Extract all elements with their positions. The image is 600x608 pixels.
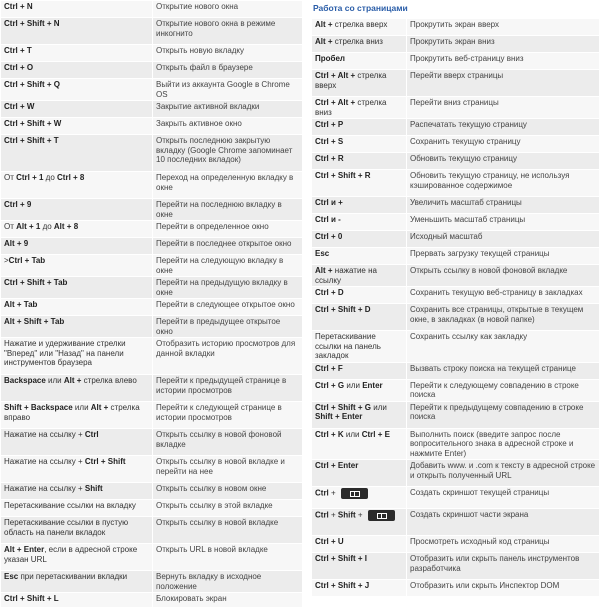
key-text: Перетаскивание ссылки в пустую область на панели вкладок <box>4 518 129 537</box>
shortcut-description: Прервать загрузку текущей страницы <box>407 248 600 265</box>
shortcut-row <box>1 402 303 429</box>
shortcut-description: Перейти на предыдущую вкладку в окне <box>153 277 303 299</box>
key-combo: Esc <box>315 249 330 258</box>
shortcut-description: Открыть URL в новой вкладке <box>153 544 303 571</box>
key-combo: Ctrl + Shift + L <box>4 594 59 603</box>
shortcut-description: Исходный масштаб <box>407 231 600 248</box>
key-text: Нажатие на ссылку + <box>4 484 85 493</box>
key-combo: Shift <box>337 510 356 520</box>
shortcut-keys <box>1 118 153 135</box>
key-text: > <box>4 256 9 265</box>
key-combo: Ctrl + Shift + N <box>4 19 60 28</box>
right-shortcuts-panel <box>311 0 600 597</box>
shortcut-keys <box>1 277 153 299</box>
key-text: + <box>328 510 338 520</box>
shortcut-keys <box>1 172 153 199</box>
shortcut-keys <box>312 119 407 136</box>
shortcut-keys <box>312 487 407 509</box>
shortcut-description: Переход на определенную вкладку в окне <box>153 172 303 199</box>
shortcut-description: Обновить текущую страницу, не используя кэшированное содержимое <box>407 170 600 197</box>
key-text: + <box>328 488 338 498</box>
key-combo: Ctrl + O <box>4 63 34 72</box>
shortcut-row <box>312 97 600 119</box>
shortcut-row <box>312 362 600 379</box>
shortcut-keys <box>1 62 153 79</box>
right-shortcuts-table <box>311 18 600 597</box>
key-combo: Ctrl + Alt + <box>315 71 356 80</box>
shortcut-keys <box>1 375 153 402</box>
shortcut-description: Добавить www. и .com к тексту в адресной строке и открыть полученный URL <box>407 460 600 487</box>
key-combo: Alt + Tab <box>4 300 38 309</box>
key-combo: Alt + Shift + Tab <box>4 317 65 326</box>
shortcut-keys <box>312 19 407 36</box>
shortcut-keys <box>312 214 407 231</box>
shortcut-description: Закрытие активной вкладки <box>153 101 303 118</box>
shortcut-row <box>1 483 303 500</box>
key-text: или <box>72 403 91 412</box>
key-combo: Ctrl <box>84 430 99 439</box>
key-text: Нажатие и удерживание стрелки "Вперед" или "Назад" на панели инструментов браузера <box>4 339 126 367</box>
shortcut-row <box>1 544 303 571</box>
shortcut-description: Выйти из аккаунта Google в Chrome OS <box>153 79 303 101</box>
key-text: Нажатие на ссылку + <box>4 430 85 439</box>
shortcut-row <box>1 429 303 456</box>
shortcut-row <box>312 136 600 153</box>
shortcut-description: Открыть последнюю закрытую вкладку (Google Chrome запоминает 10 последних вкладок) <box>153 135 303 172</box>
shortcut-keys <box>1 45 153 62</box>
shortcut-row <box>1 238 303 255</box>
shortcut-keys <box>1 456 153 483</box>
key-combo: Enter <box>362 380 383 390</box>
shortcut-keys <box>312 197 407 214</box>
key-combo: Ctrl + 1 <box>16 173 44 182</box>
shortcut-keys <box>1 101 153 118</box>
shortcut-keys <box>312 97 407 119</box>
shortcut-keys <box>1 255 153 277</box>
key-combo: Esc <box>4 572 19 581</box>
shortcut-description: Перейти вверх страницы <box>407 70 600 97</box>
key-combo: Alt + <box>315 37 333 46</box>
shortcut-row <box>1 338 303 375</box>
shortcut-description: Сохранить текущую веб-страницу в закладках <box>407 287 600 304</box>
shortcut-keys <box>1 18 153 45</box>
key-text: стрелка вверх <box>332 20 388 29</box>
key-text: стрелка вниз <box>332 37 383 46</box>
shortcut-row <box>1 62 303 79</box>
shortcut-row <box>312 214 600 231</box>
shortcut-keys <box>312 248 407 265</box>
shortcut-description: Распечатать текущую страницу <box>407 119 600 136</box>
key-combo: Ctrl + S <box>315 137 344 146</box>
shortcut-keys <box>312 36 407 53</box>
shortcut-row <box>312 304 600 331</box>
shortcut-row <box>1 316 303 338</box>
key-combo: Ctrl + K <box>315 429 344 439</box>
shortcut-description: Сохранить все страницы, открытые в текущем окне, в закладках (в новой папке) <box>407 304 600 331</box>
shortcut-description: Открыть ссылку в новой вкладке и перейти на нее <box>153 456 303 483</box>
shortcut-row <box>1 571 303 593</box>
key-combo: Ctrl + 8 <box>57 173 85 182</box>
shortcut-row <box>1 101 303 118</box>
shortcut-keys <box>312 509 407 536</box>
key-combo: Alt + <box>315 266 333 275</box>
key-combo: Ctrl + 0 <box>315 232 343 241</box>
shortcut-keys <box>312 553 407 580</box>
shortcut-keys <box>1 483 153 500</box>
shortcut-description: Вернуть вкладку в исходное положение <box>153 571 303 593</box>
shortcut-description: Открыть ссылку в новой фоновой вкладке <box>153 429 303 456</box>
shortcut-row <box>1 517 303 544</box>
shortcut-keys <box>1 1 153 18</box>
window-switcher-key-icon <box>341 488 368 499</box>
key-text: или <box>343 429 362 439</box>
shortcut-row <box>312 553 600 580</box>
key-combo: Ctrl + Shift + Q <box>4 80 61 89</box>
key-combo: Ctrl + F <box>315 363 343 373</box>
shortcut-description: Открыть ссылку в новом окне <box>153 483 303 500</box>
shortcut-keys <box>312 428 407 460</box>
shortcut-description: Перейти к предыдущему совпадению в строке поиска <box>407 401 600 428</box>
section-title: Работа со страницами <box>313 3 408 13</box>
shortcut-description: Отобразить или скрыть Инспектор DOM <box>407 580 600 597</box>
shortcut-description: Перейти на последнюю вкладку в окне <box>153 199 303 221</box>
shortcut-row <box>312 70 600 97</box>
key-text: до <box>40 222 54 231</box>
shortcut-keys <box>1 299 153 316</box>
shortcut-row <box>1 221 303 238</box>
key-text: или <box>45 376 64 385</box>
shortcut-description: Перейти в предыдущее открытое окно <box>153 316 303 338</box>
key-combo: Shift + Enter <box>315 412 363 421</box>
shortcut-description: Перейти к предыдущей странице в истории просмотров <box>153 375 303 402</box>
key-combo: Alt + <box>63 376 82 385</box>
shortcut-row <box>1 79 303 101</box>
key-text: От <box>4 222 17 231</box>
shortcut-keys <box>312 362 407 379</box>
key-combo: Ctrl + E <box>361 429 390 439</box>
key-combo: Ctrl + Shift + J <box>315 581 370 590</box>
key-text: От <box>4 173 17 182</box>
shortcut-description: Открыть новую вкладку <box>153 45 303 62</box>
key-combo: Ctrl + Shift + Tab <box>4 278 68 287</box>
shortcut-row <box>1 172 303 199</box>
key-text: до <box>43 173 58 182</box>
shortcut-description: Создать скриншот текущей страницы <box>407 487 600 509</box>
shortcut-description: Открыть ссылку в новой фоновой вкладке <box>407 265 600 287</box>
shortcut-keys <box>1 500 153 517</box>
shortcut-row <box>312 379 600 401</box>
shortcut-keys <box>1 221 153 238</box>
shortcut-keys <box>312 401 407 428</box>
shortcut-row <box>1 277 303 299</box>
key-combo: Ctrl + Shift + W <box>4 119 62 128</box>
key-text: стрелка вниз <box>315 98 387 117</box>
shortcut-description: Открыть ссылку в новой вкладке <box>153 517 303 544</box>
shortcut-row <box>1 456 303 483</box>
key-text: Перетаскивание ссылки на вкладку <box>4 501 136 510</box>
shortcut-keys <box>1 593 153 608</box>
shortcut-description: Отобразить или скрыть панель инструментов разработчика <box>407 553 600 580</box>
shortcut-keys <box>1 517 153 544</box>
shortcut-keys <box>1 338 153 375</box>
shortcut-keys <box>312 460 407 487</box>
shortcut-row <box>312 248 600 265</box>
shortcut-description: Закрыть активное окно <box>153 118 303 135</box>
key-combo: Ctrl и + <box>315 198 343 207</box>
key-text: при перетаскивании вкладки <box>18 572 128 581</box>
key-combo: Ctrl + P <box>315 120 344 129</box>
key-combo: Shift <box>84 484 103 493</box>
key-combo: Alt + 9 <box>4 239 29 248</box>
key-combo: Alt + <box>90 403 109 412</box>
shortcut-keys <box>312 536 407 553</box>
shortcut-description: Открытие нового окна <box>153 1 303 18</box>
shortcut-description: Перейти в определенное окно <box>153 221 303 238</box>
shortcut-row <box>1 199 303 221</box>
shortcut-keys <box>1 135 153 172</box>
shortcut-row <box>312 287 600 304</box>
shortcut-row <box>312 265 600 287</box>
key-combo: Ctrl + W <box>4 102 35 111</box>
key-combo: Ctrl + Alt + <box>315 98 356 107</box>
key-combo: Ctrl + T <box>4 46 32 55</box>
shortcut-row <box>312 487 600 509</box>
shortcut-description: Прокрутить веб-страницу вниз <box>407 53 600 70</box>
shortcut-description: Перейти к следующему совпадению в строке поиска <box>407 379 600 401</box>
key-combo: Ctrl + R <box>315 154 344 163</box>
key-combo: Alt + <box>315 20 333 29</box>
shortcut-description: Уменьшить масштаб страницы <box>407 214 600 231</box>
shortcut-keys <box>1 571 153 593</box>
shortcut-row <box>1 1 303 18</box>
shortcut-keys <box>1 402 153 429</box>
key-combo: Ctrl + D <box>315 288 344 297</box>
key-combo: Ctrl + G <box>315 380 345 390</box>
key-text: или <box>344 380 363 390</box>
shortcut-keys <box>1 199 153 221</box>
key-combo: Ctrl и - <box>315 215 341 224</box>
shortcut-description: Открыть файл в браузере <box>153 62 303 79</box>
key-text: Нажатие на ссылку + <box>4 457 85 466</box>
shortcut-description: Перейти на следующую вкладку в окне <box>153 255 303 277</box>
shortcut-description: Сохранить ссылку как закладку <box>407 331 600 363</box>
window-switcher-key-icon <box>368 510 395 521</box>
shortcut-row <box>1 255 303 277</box>
shortcut-keys <box>312 136 407 153</box>
key-text: + <box>355 510 365 520</box>
key-combo: Ctrl + Shift + G <box>315 402 372 412</box>
shortcut-description: Выполнить поиск (введите запрос после вопросительного знака в адресной строке и нажмите Enter) <box>407 428 600 460</box>
shortcut-keys <box>312 379 407 401</box>
shortcut-description: Создать скриншот части экрана <box>407 509 600 536</box>
shortcut-row <box>312 460 600 487</box>
key-text: стрелка вправо <box>4 403 140 422</box>
key-combo: Ctrl + Shift + I <box>315 554 368 563</box>
shortcut-row <box>1 500 303 517</box>
shortcut-row <box>312 153 600 170</box>
key-text: Перетаскивание ссылки на панель закладок <box>315 332 381 360</box>
shortcut-description: Прокрутить экран вверх <box>407 19 600 36</box>
key-combo: Ctrl <box>315 488 329 498</box>
shortcut-keys <box>312 265 407 287</box>
shortcut-row <box>312 231 600 248</box>
shortcut-keys <box>312 331 407 363</box>
shortcut-description: Увеличить масштаб страницы <box>407 197 600 214</box>
key-combo: Ctrl + 9 <box>4 200 32 209</box>
key-text: нажатие на ссылку <box>315 266 377 285</box>
shortcut-description: Сохранить текущую страницу <box>407 136 600 153</box>
shortcut-row <box>312 536 600 553</box>
shortcut-row <box>312 170 600 197</box>
key-combo: Ctrl + U <box>315 537 344 546</box>
shortcut-row <box>1 299 303 316</box>
shortcut-row <box>312 19 600 36</box>
key-combo: Ctrl + Shift + D <box>315 305 371 314</box>
shortcut-row <box>1 118 303 135</box>
shortcut-row <box>312 428 600 460</box>
shortcut-row <box>312 197 600 214</box>
shortcut-keys <box>1 238 153 255</box>
shortcut-description: Отобразить историю просмотров для данной вкладки <box>153 338 303 375</box>
shortcut-keys <box>312 287 407 304</box>
key-combo: Пробел <box>315 54 345 63</box>
key-combo: Ctrl + Shift + T <box>4 136 59 145</box>
shortcut-row <box>312 580 600 597</box>
shortcut-row <box>1 593 303 608</box>
shortcut-keys <box>312 53 407 70</box>
shortcut-keys <box>1 79 153 101</box>
shortcut-description: Открытие нового окна в режиме инкогнито <box>153 18 303 45</box>
key-text: , если в адресной строке указан URL <box>4 545 138 564</box>
shortcut-description: Перейти к следующей странице в истории просмотров <box>153 402 303 429</box>
key-text: стрелка влево <box>81 376 137 385</box>
shortcut-keys <box>1 429 153 456</box>
shortcut-row <box>1 375 303 402</box>
shortcut-description: Открыть ссылку в этой вкладке <box>153 500 303 517</box>
key-combo: Ctrl + Shift <box>84 457 126 466</box>
shortcut-description: Блокировать экран <box>153 593 303 608</box>
shortcut-row <box>312 119 600 136</box>
key-text: стрелка вверх <box>315 71 387 90</box>
shortcut-keys <box>312 231 407 248</box>
key-combo: Ctrl + Enter <box>315 461 359 470</box>
shortcut-keys <box>312 70 407 97</box>
key-combo: Ctrl + Shift + R <box>315 171 371 180</box>
shortcut-row <box>1 135 303 172</box>
key-combo: Ctrl + Tab <box>8 256 46 265</box>
shortcut-row <box>1 45 303 62</box>
key-combo: Alt + 8 <box>53 222 79 231</box>
key-combo: Ctrl + N <box>4 2 33 11</box>
shortcut-row <box>1 18 303 45</box>
shortcut-description: Прокрутить экран вниз <box>407 36 600 53</box>
shortcut-keys <box>1 544 153 571</box>
shortcut-description: Вызвать строку поиска на текущей странице <box>407 362 600 379</box>
shortcut-description: Обновить текущую страницу <box>407 153 600 170</box>
shortcut-keys <box>312 580 407 597</box>
shortcut-row <box>312 509 600 536</box>
shortcut-keys <box>312 153 407 170</box>
key-combo: Ctrl <box>315 510 329 520</box>
shortcut-description: Просмотреть исходный код страницы <box>407 536 600 553</box>
key-text: или <box>371 402 387 412</box>
shortcut-keys <box>312 304 407 331</box>
shortcut-keys <box>1 316 153 338</box>
key-combo: Alt + 1 <box>16 222 41 231</box>
key-combo: Backspace <box>4 376 46 385</box>
shortcut-description: Перейти в следующее открытое окно <box>153 299 303 316</box>
shortcut-keys <box>312 170 407 197</box>
key-combo: Shift + Backspace <box>4 403 73 412</box>
shortcut-row <box>312 53 600 70</box>
shortcut-row <box>312 36 600 53</box>
shortcut-description: Перейти вниз страницы <box>407 97 600 119</box>
key-combo: Alt + Enter <box>4 545 45 554</box>
shortcut-row <box>312 401 600 428</box>
shortcut-description: Перейти в последнее открытое окно <box>153 238 303 255</box>
shortcut-row <box>312 331 600 363</box>
